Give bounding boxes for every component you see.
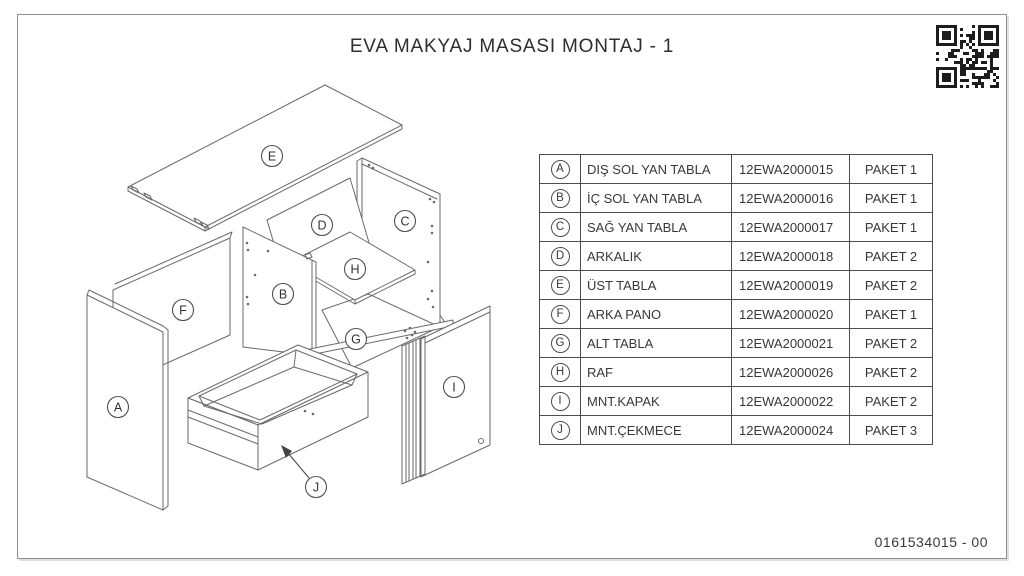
table-row-D <box>540 242 933 271</box>
cell-part-code: 12EWA2000019 <box>732 271 850 300</box>
cell-part-paket: PAKET 1 <box>850 213 933 242</box>
table-row-J <box>540 416 933 445</box>
page-title: EVA MAKYAJ MASASI MONTAJ - 1 <box>349 36 675 57</box>
table-row-G <box>540 329 933 358</box>
document-number: 0161534015 - 00 <box>874 534 988 550</box>
cell-part-name: ARKA PANO <box>581 300 732 329</box>
part-label-text-F: F <box>179 303 187 318</box>
cell-part-name: DIŞ SOL YAN TABLA <box>581 155 732 184</box>
table-row-F <box>540 300 933 329</box>
part-letter-badge: G <box>551 334 570 353</box>
part-label-text-H: H <box>350 262 360 277</box>
cell-part-letter <box>540 155 581 184</box>
part-label-text-E: E <box>267 149 277 164</box>
cell-part-code: 12EWA2000026 <box>732 358 850 387</box>
door-edge-strips <box>402 327 425 484</box>
part-label-text-G: G <box>351 332 361 347</box>
part-letter-badge: J <box>551 421 570 440</box>
cell-part-letter <box>540 271 581 300</box>
table-row-H <box>540 358 933 387</box>
part-label-text-C: C <box>400 214 410 229</box>
cell-part-name: ÜST TABLA <box>581 271 732 300</box>
part-letter-badge: I <box>551 392 570 411</box>
cell-part-letter <box>540 184 581 213</box>
cell-part-code: 12EWA2000020 <box>732 300 850 329</box>
cell-part-letter <box>540 416 581 445</box>
cell-part-paket: PAKET 3 <box>850 416 933 445</box>
table-row-B <box>540 184 933 213</box>
table-row-E <box>540 271 933 300</box>
cell-part-paket: PAKET 2 <box>850 271 933 300</box>
cell-part-name: ALT TABLA <box>581 329 732 358</box>
part-label-text-J: J <box>312 480 320 495</box>
table-row-I <box>540 387 933 416</box>
cell-part-paket: PAKET 1 <box>850 155 933 184</box>
cell-part-paket: PAKET 1 <box>850 300 933 329</box>
table-row-C <box>540 213 933 242</box>
cell-part-name: ARKALIK <box>581 242 732 271</box>
cell-part-name: İÇ SOL YAN TABLA <box>581 184 732 213</box>
cell-part-paket: PAKET 2 <box>850 358 933 387</box>
cell-part-letter <box>540 213 581 242</box>
cell-part-paket: PAKET 1 <box>850 184 933 213</box>
cell-part-code: 12EWA2000015 <box>732 155 850 184</box>
cell-part-letter <box>540 387 581 416</box>
cell-part-code: 12EWA2000016 <box>732 184 850 213</box>
panel-dis-sol-yan-A <box>87 290 168 510</box>
cell-part-code: 12EWA2000021 <box>732 329 850 358</box>
part-letter-badge: D <box>551 247 570 266</box>
cell-part-letter <box>540 300 581 329</box>
part-label-text-I: I <box>452 380 456 395</box>
cell-part-code: 12EWA2000018 <box>732 242 850 271</box>
part-label-text-A: A <box>113 400 123 415</box>
cell-part-letter <box>540 242 581 271</box>
parts-table <box>539 154 933 445</box>
part-letter-badge: F <box>551 305 570 324</box>
part-label-text-D: D <box>317 218 327 233</box>
cell-part-paket: PAKET 2 <box>850 387 933 416</box>
part-label-text-B: B <box>278 287 288 302</box>
cell-part-letter <box>540 329 581 358</box>
cell-part-paket: PAKET 2 <box>850 329 933 358</box>
part-letter-badge: C <box>551 218 570 237</box>
part-letter-badge: A <box>551 160 570 179</box>
cell-part-code: 12EWA2000017 <box>732 213 850 242</box>
table-row-A <box>540 155 933 184</box>
qr-code-icon <box>936 25 999 88</box>
part-letter-badge: H <box>551 363 570 382</box>
cell-part-code: 12EWA2000022 <box>732 387 850 416</box>
part-letter-badge: E <box>551 276 570 295</box>
cell-part-code: 12EWA2000024 <box>732 416 850 445</box>
cell-part-paket: PAKET 2 <box>850 242 933 271</box>
cell-part-name: MNT.KAPAK <box>581 387 732 416</box>
part-letter-badge: B <box>551 189 570 208</box>
cell-part-letter <box>540 358 581 387</box>
cell-part-name: RAF <box>581 358 732 387</box>
cell-part-name: MNT.ÇEKMECE <box>581 416 732 445</box>
cell-part-name: SAĞ YAN TABLA <box>581 213 732 242</box>
mnt-cekmece-drawer-J <box>188 345 368 470</box>
